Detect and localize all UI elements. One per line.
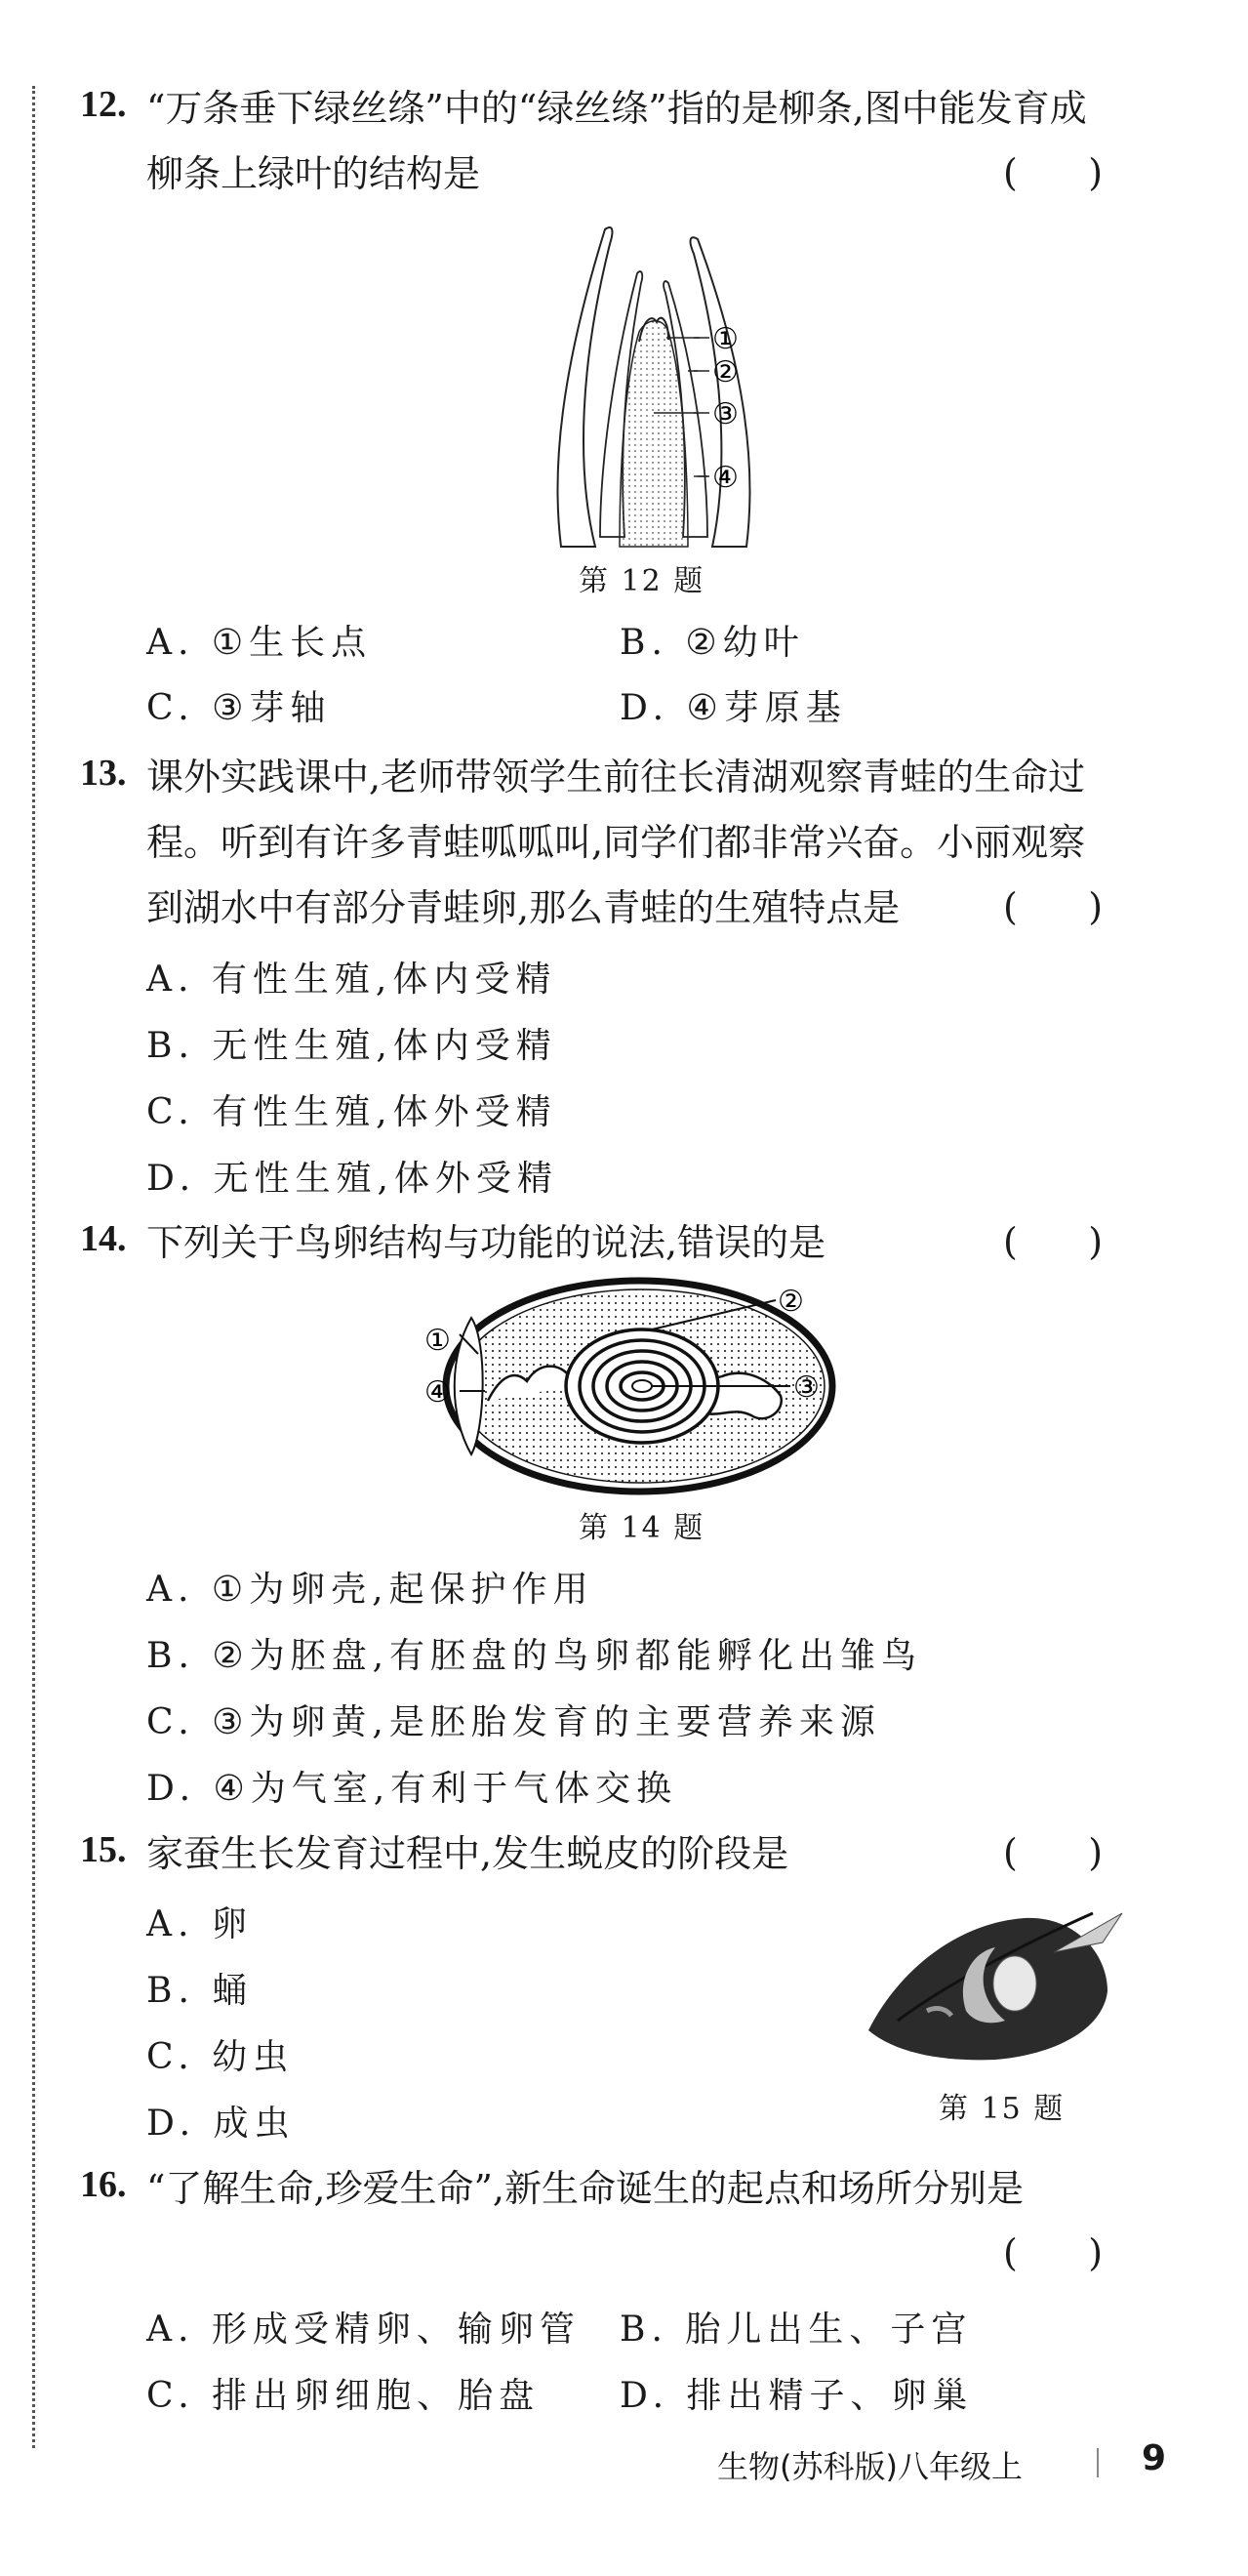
q15-number: 15. bbox=[80, 1829, 127, 1870]
q12-label-4: ④ bbox=[712, 461, 739, 495]
q16-number: 16. bbox=[80, 2164, 127, 2205]
q15-caption: 第 15 题 bbox=[939, 2092, 1066, 2126]
q13-stem-line3: 到湖水中有部分青蛙卵,那么青蛙的生殖特点是 bbox=[146, 886, 901, 929]
page-number: 9 bbox=[1142, 2438, 1167, 2478]
q15-answer-bracket: ( ) bbox=[1003, 1831, 1104, 1874]
q12-stem-line1: “万条垂下绿丝绦”中的“绿丝绦”指的是柳条,图中能发育成 bbox=[146, 87, 1087, 130]
q14-caption: 第 14 题 bbox=[579, 1511, 705, 1545]
q15-stem-line1: 家蚕生长发育过程中,发生蜕皮的阶段是 bbox=[146, 1832, 789, 1875]
q15-option-c: C. 幼虫 bbox=[146, 2037, 295, 2077]
q13-option-c: C. 有性生殖,体外受精 bbox=[146, 1092, 557, 1132]
q12-answer-bracket: ( ) bbox=[1003, 151, 1104, 194]
q15-option-d: D. 成虫 bbox=[146, 2104, 296, 2144]
q13-number: 13. bbox=[80, 753, 127, 794]
q14-option-d: D. ④为气室,有利于气体交换 bbox=[146, 1769, 678, 1809]
q15-option-a: A. 卵 bbox=[146, 1904, 253, 1944]
q14-option-a: A. ①为卵壳,起保护作用 bbox=[146, 1570, 594, 1610]
q16-answer-bracket: ( ) bbox=[1003, 2231, 1104, 2274]
q16-stem-line1: “了解生命,珍爱生命”,新生命诞生的起点和场所分别是 bbox=[146, 2167, 1025, 2210]
q16-option-d: D. 排出精子、卵巢 bbox=[620, 2376, 974, 2416]
q16-option-b: B. 胎儿出生、子宫 bbox=[620, 2310, 973, 2350]
q12-caption: 第 12 题 bbox=[579, 564, 705, 598]
q14-label-4: ④ bbox=[424, 1375, 451, 1410]
q15-silkworm-photo bbox=[859, 1894, 1132, 2069]
q14-number: 14. bbox=[80, 1218, 127, 1259]
q13-answer-bracket: ( ) bbox=[1003, 885, 1104, 928]
q14-label-2: ② bbox=[778, 1285, 804, 1319]
margin-dotted-line bbox=[32, 86, 35, 2448]
q13-option-b: B. 无性生殖,体内受精 bbox=[146, 1026, 557, 1066]
q14-stem-line1: 下列关于鸟卵结构与功能的说法,错误的是 bbox=[146, 1221, 826, 1264]
q12-option-a: A. ①生长点 bbox=[146, 623, 373, 663]
q14-label-1: ① bbox=[424, 1324, 451, 1358]
footer-book-title: 生物(苏科版)八年级上 bbox=[717, 2448, 1023, 2485]
q14-label-3: ③ bbox=[793, 1370, 820, 1405]
q12-option-d: D. ④芽原基 bbox=[620, 688, 847, 728]
q12-label-3: ③ bbox=[712, 397, 739, 431]
q15-option-b: B. 蛹 bbox=[146, 1971, 254, 2011]
q12-stem-line2: 柳条上绿叶的结构是 bbox=[146, 152, 481, 195]
q12-option-c: C. ③芽轴 bbox=[146, 688, 332, 728]
q13-stem-line1: 课外实践课中,老师带领学生前往长清湖观察青蛙的生命过 bbox=[146, 756, 1086, 798]
q14-option-c: C. ③为卵黄,是胚胎发育的主要营养来源 bbox=[146, 1702, 881, 1742]
q14-option-b: B. ②为胚盘,有胚盘的鸟卵都能孵化出雏鸟 bbox=[146, 1636, 923, 1676]
footer-divider bbox=[1097, 2448, 1099, 2477]
q12-label-1: ① bbox=[712, 322, 739, 356]
q13-option-d: D. 无性生殖,体外受精 bbox=[146, 1159, 558, 1199]
q12-option-b: B. ②幼叶 bbox=[620, 623, 805, 663]
q16-option-a: A. 形成受精卵、输卵管 bbox=[146, 2310, 581, 2350]
q12-number: 12. bbox=[80, 84, 127, 125]
q16-option-c: C. 排出卵细胞、胎盘 bbox=[146, 2376, 541, 2416]
q13-option-a: A. 有性生殖,体内受精 bbox=[146, 960, 557, 1000]
q12-bud-figure bbox=[522, 215, 785, 552]
q14-answer-bracket: ( ) bbox=[1003, 1220, 1104, 1263]
q12-label-2: ② bbox=[712, 355, 739, 389]
q14-egg-figure bbox=[395, 1274, 873, 1498]
q13-stem-line2: 程。听到有许多青蛙呱呱叫,同学们都非常兴奋。小丽观察 bbox=[146, 821, 1086, 864]
